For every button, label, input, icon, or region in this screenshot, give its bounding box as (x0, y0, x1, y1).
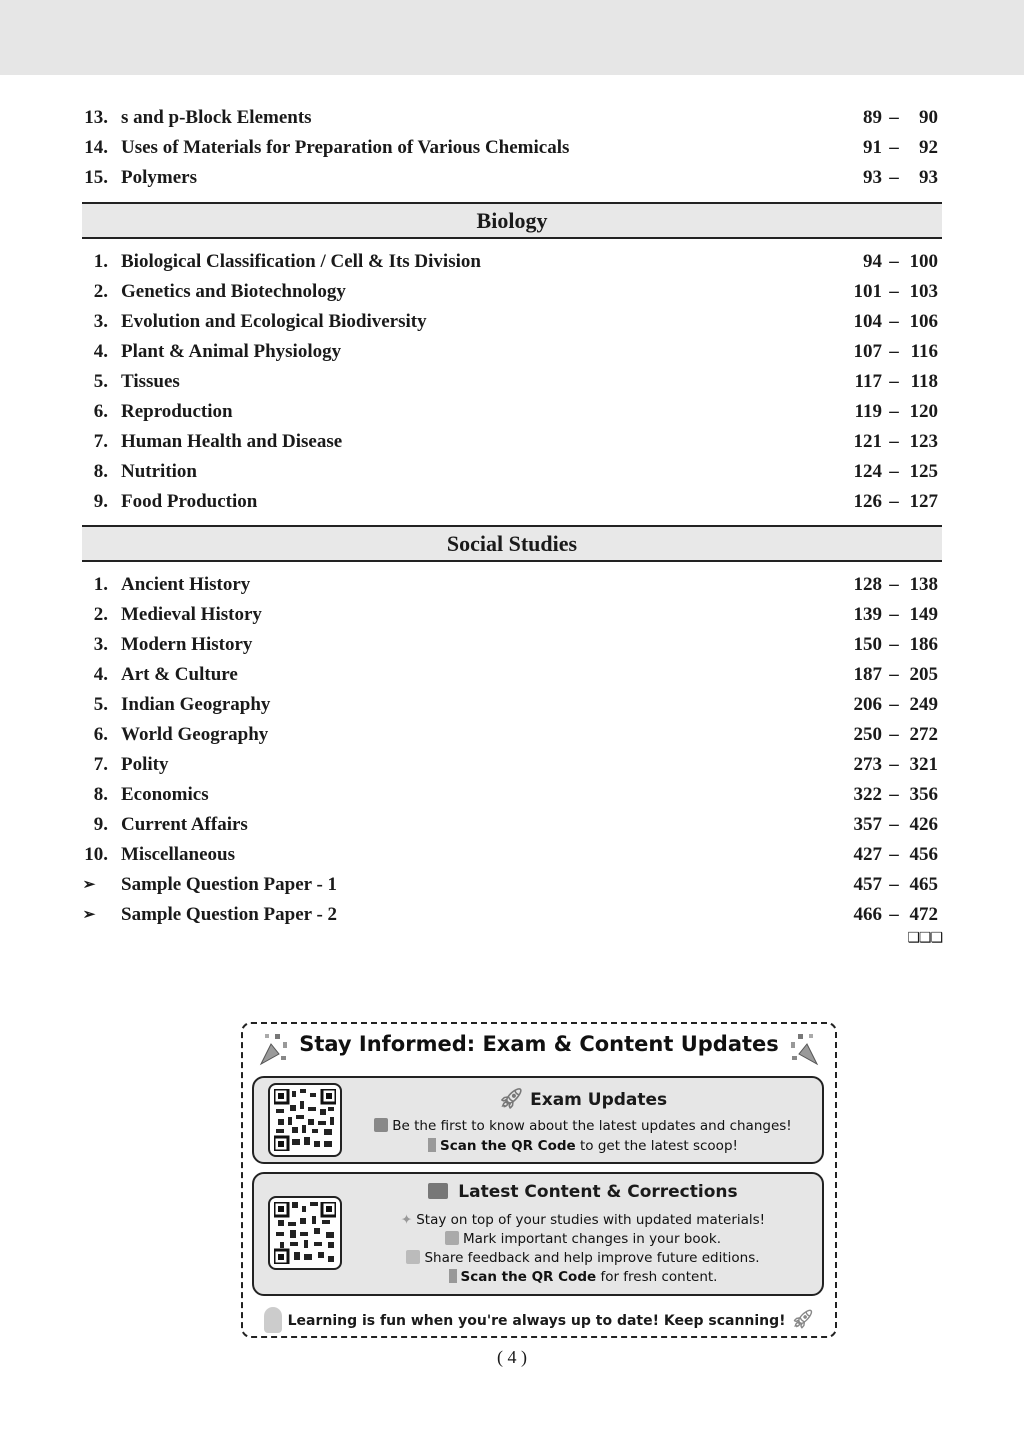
page-range (828, 630, 938, 660)
range-dash: – (889, 694, 899, 715)
item-number: 9. (93, 814, 108, 835)
toc-biology (82, 194, 942, 517)
page-to: 116 (910, 341, 938, 362)
latest-content-line-2 (344, 1231, 822, 1247)
item-title: Polity (121, 754, 169, 775)
qr-code-exam-updates[interactable] (268, 1083, 342, 1157)
page-range (828, 103, 938, 133)
scan-qr-bold: Scan the QR Code (440, 1138, 576, 1154)
page-to: 100 (909, 251, 938, 272)
item-title: Ancient History (121, 574, 251, 595)
page-to: 321 (909, 754, 938, 775)
range-dash: – (889, 874, 899, 895)
range-dash: – (889, 844, 899, 865)
line-text: Share feedback and help improve future editions. (424, 1250, 760, 1266)
range-dash: – (889, 461, 899, 482)
toc-row[interactable] (82, 780, 942, 810)
page-range (828, 690, 938, 720)
page-to: 456 (909, 844, 938, 865)
latest-content-line-1 (344, 1212, 822, 1228)
item-title: Sample Question Paper - 2 (121, 904, 338, 925)
item-title: Tissues (121, 371, 180, 392)
item-number: 5. (93, 371, 108, 392)
page-to: 103 (909, 281, 938, 302)
toc-row[interactable] (82, 870, 942, 900)
arrow-bullet-icon: ➢ (82, 907, 96, 923)
toc-row[interactable] (82, 367, 942, 397)
item-number: 2. (93, 604, 108, 625)
biology-list (82, 247, 942, 517)
page-range (828, 840, 938, 870)
toc-row[interactable] (82, 397, 942, 427)
books-icon (428, 1183, 448, 1199)
item-title: World Geography (121, 724, 269, 745)
toc-row[interactable] (82, 307, 942, 337)
page-range (828, 457, 938, 487)
range-dash: – (889, 107, 899, 128)
item-title: Economics (121, 784, 209, 805)
page-range (828, 660, 938, 690)
toc-row[interactable] (82, 487, 942, 517)
item-title: Polymers (121, 167, 197, 188)
item-number: 13. (84, 107, 108, 128)
item-number: 4. (93, 341, 108, 362)
updates-box (241, 1022, 837, 1338)
page-range (828, 720, 938, 750)
page-from: 273 (853, 754, 882, 775)
toc-row[interactable] (82, 600, 942, 630)
range-dash: – (889, 784, 899, 805)
exam-updates-line-2 (344, 1138, 822, 1154)
line-text: Mark important changes in your book. (462, 1231, 722, 1247)
item-title: s and p-Block Elements (121, 107, 312, 128)
page-range (828, 750, 938, 780)
page-from: 206 (853, 694, 882, 715)
page-from: 91 (863, 137, 882, 158)
page-range (828, 367, 938, 397)
item-title: Uses of Materials for Preparation of Various Chemicals (121, 137, 570, 158)
page-from: 250 (853, 724, 882, 745)
item-number: 6. (93, 401, 108, 422)
item-number: 3. (93, 634, 108, 655)
page-to: 149 (909, 604, 938, 625)
item-number: 15. (84, 167, 108, 188)
item-number: 3. (93, 311, 108, 332)
line-text: Be the first to know about the latest updates and changes! (392, 1118, 792, 1134)
page-to: 465 (909, 874, 938, 895)
toc-row[interactable] (82, 337, 942, 367)
arrow-bullet-icon: ➢ (82, 877, 96, 893)
page-from: 126 (853, 491, 882, 512)
page-to: 123 (909, 431, 938, 452)
updates-box-title: Stay Informed: Exam & Content Updates (299, 1032, 779, 1056)
item-number: 9. (93, 491, 108, 512)
toc-row[interactable] (82, 457, 942, 487)
range-dash: – (889, 311, 899, 332)
page-range (828, 570, 938, 600)
rocket-icon: 🚀︎ (498, 1086, 525, 1110)
page-to: 90 (919, 107, 938, 128)
section-heading-social-studies: Social Studies (82, 525, 942, 562)
item-number: 10. (84, 844, 108, 865)
item-title: Evolution and Ecological Biodiversity (121, 311, 427, 332)
item-number: 8. (93, 784, 108, 805)
item-number: 7. (93, 754, 108, 775)
sample-papers-list (82, 870, 942, 930)
item-title: Medieval History (121, 604, 262, 625)
lightbulb-icon (264, 1307, 282, 1333)
item-number: 14. (84, 137, 108, 158)
end-mark: ❑❑❑ (907, 930, 942, 946)
toc-social-studies (82, 517, 942, 952)
range-dash: – (889, 664, 899, 685)
item-number: 5. (93, 694, 108, 715)
social-studies-list (82, 570, 942, 870)
page-to: 127 (909, 491, 938, 512)
exam-updates-line-1 (344, 1118, 822, 1134)
page-from: 101 (853, 281, 882, 302)
toc-chemistry-continued (82, 103, 942, 193)
range-dash: – (889, 754, 899, 775)
page-from: 93 (863, 167, 882, 188)
page-to: 272 (909, 724, 938, 745)
item-title: Art & Culture (121, 664, 238, 685)
toc-row[interactable] (82, 660, 942, 690)
latest-content-title: Latest Content & Corrections (458, 1182, 738, 1202)
exam-updates-title: Exam Updates (530, 1090, 668, 1110)
item-number: 2. (93, 281, 108, 302)
page-from: 119 (854, 401, 882, 422)
toc-row[interactable] (82, 133, 942, 163)
sparkles-icon: ✦ (400, 1212, 413, 1228)
qr-code-icon (274, 1089, 336, 1151)
page-from: 139 (853, 604, 882, 625)
item-title: Indian Geography (121, 694, 271, 715)
memo-icon (406, 1250, 420, 1264)
page-to: 472 (909, 904, 938, 925)
updates-footer (243, 1307, 835, 1333)
range-dash: – (889, 167, 899, 188)
toc-row[interactable] (82, 163, 942, 193)
phone-icon (428, 1138, 436, 1152)
page-to: 249 (909, 694, 938, 715)
page-from: 104 (853, 311, 882, 332)
latest-content-line-3 (344, 1250, 822, 1266)
page-to: 426 (909, 814, 938, 835)
latest-content-heading (344, 1182, 822, 1202)
page-to: 186 (909, 634, 938, 655)
toc-row[interactable] (82, 247, 942, 277)
range-dash: – (889, 251, 899, 272)
page-to: 125 (909, 461, 938, 482)
item-title: Plant & Animal Physiology (121, 341, 342, 362)
page-range (828, 600, 938, 630)
range-dash: – (889, 491, 899, 512)
item-number: 4. (93, 664, 108, 685)
page-range (828, 810, 938, 840)
line-text: Stay on top of your studies with updated materials! (416, 1212, 766, 1228)
page-to: 356 (909, 784, 938, 805)
range-dash: – (889, 281, 899, 302)
item-title: Current Affairs (121, 814, 248, 835)
page-from: 457 (853, 874, 882, 895)
toc-row[interactable] (82, 570, 942, 600)
latest-content-line-4 (344, 1269, 822, 1285)
page-range (828, 337, 938, 367)
range-dash: – (889, 574, 899, 595)
item-number: 1. (93, 574, 108, 595)
page-to: 118 (910, 371, 938, 392)
qr-code-latest-content[interactable] (268, 1196, 342, 1270)
line-text: for fresh content. (596, 1269, 718, 1285)
page-from: 121 (853, 431, 882, 452)
toc-row[interactable] (82, 427, 942, 457)
page-to: 93 (919, 167, 938, 188)
page-range (828, 277, 938, 307)
rocket-icon: 🚀︎ (791, 1309, 815, 1330)
range-dash: – (889, 814, 899, 835)
page-range (828, 163, 938, 193)
item-title: Miscellaneous (121, 844, 235, 865)
range-dash: – (889, 724, 899, 745)
phone-icon (449, 1269, 457, 1283)
item-title: Human Health and Disease (121, 431, 343, 452)
item-title: Modern History (121, 634, 253, 655)
page-range (828, 487, 938, 517)
page-range (828, 900, 938, 930)
item-number: 8. (93, 461, 108, 482)
page-from: 128 (853, 574, 882, 595)
toc-row[interactable] (82, 103, 942, 133)
item-title: Biological Classification / Cell & Its Division (121, 251, 481, 272)
page-range (828, 133, 938, 163)
item-number: 6. (93, 724, 108, 745)
footer-text: Learning is fun when you're always up to date! Keep scanning! (287, 1313, 786, 1329)
item-title: Nutrition (121, 461, 197, 482)
page-from: 187 (853, 664, 882, 685)
page-range (828, 307, 938, 337)
page-to: 92 (919, 137, 938, 158)
megaphone-icon (374, 1118, 388, 1132)
range-dash: – (889, 604, 899, 625)
range-dash: – (889, 431, 899, 452)
latest-content-card (252, 1172, 824, 1296)
section-heading-biology: Biology (82, 202, 942, 239)
range-dash: – (889, 137, 899, 158)
page-range (828, 247, 938, 277)
page-from: 150 (853, 634, 882, 655)
item-title: Genetics and Biotechnology (121, 281, 346, 302)
toc-row[interactable] (82, 900, 942, 930)
page-range (828, 397, 938, 427)
range-dash: – (889, 371, 899, 392)
scan-qr-bold: Scan the QR Code (460, 1269, 597, 1285)
page-from: 124 (853, 461, 882, 482)
page-from: 94 (863, 251, 882, 272)
page-from: 427 (853, 844, 882, 865)
page-from: 89 (863, 107, 882, 128)
page-from: 117 (854, 371, 882, 392)
toc-row[interactable] (82, 720, 942, 750)
range-dash: – (889, 341, 899, 362)
top-band (0, 0, 1024, 75)
toc-row[interactable] (82, 840, 942, 870)
party-popper-icon (787, 1030, 823, 1066)
page-to: 106 (909, 311, 938, 332)
toc-row[interactable] (82, 690, 942, 720)
toc-row[interactable] (82, 277, 942, 307)
page-to: 205 (909, 664, 938, 685)
range-dash: – (889, 904, 899, 925)
page-number: ( 4 ) (497, 1347, 527, 1367)
page-from: 466 (853, 904, 882, 925)
line-text: to get the latest scoop! (575, 1138, 738, 1154)
toc-row[interactable] (82, 750, 942, 780)
toc-row[interactable] (82, 810, 942, 840)
page-to: 138 (909, 574, 938, 595)
qr-code-icon (274, 1202, 336, 1264)
range-dash: – (889, 634, 899, 655)
item-title: Reproduction (121, 401, 233, 422)
range-dash: – (889, 401, 899, 422)
page-from: 357 (853, 814, 882, 835)
page-from: 107 (853, 341, 882, 362)
item-number: 7. (93, 431, 108, 452)
item-title: Food Production (121, 491, 258, 512)
page-to: 120 (909, 401, 938, 422)
toc-row[interactable] (82, 630, 942, 660)
page-range (828, 427, 938, 457)
item-title: Sample Question Paper - 1 (121, 874, 338, 895)
page-range (828, 870, 938, 900)
page-range (828, 780, 938, 810)
page-from: 322 (853, 784, 882, 805)
exam-updates-heading (344, 1086, 822, 1110)
checkbox-icon (445, 1231, 459, 1245)
item-number: 1. (93, 251, 108, 272)
exam-updates-card (252, 1076, 824, 1164)
